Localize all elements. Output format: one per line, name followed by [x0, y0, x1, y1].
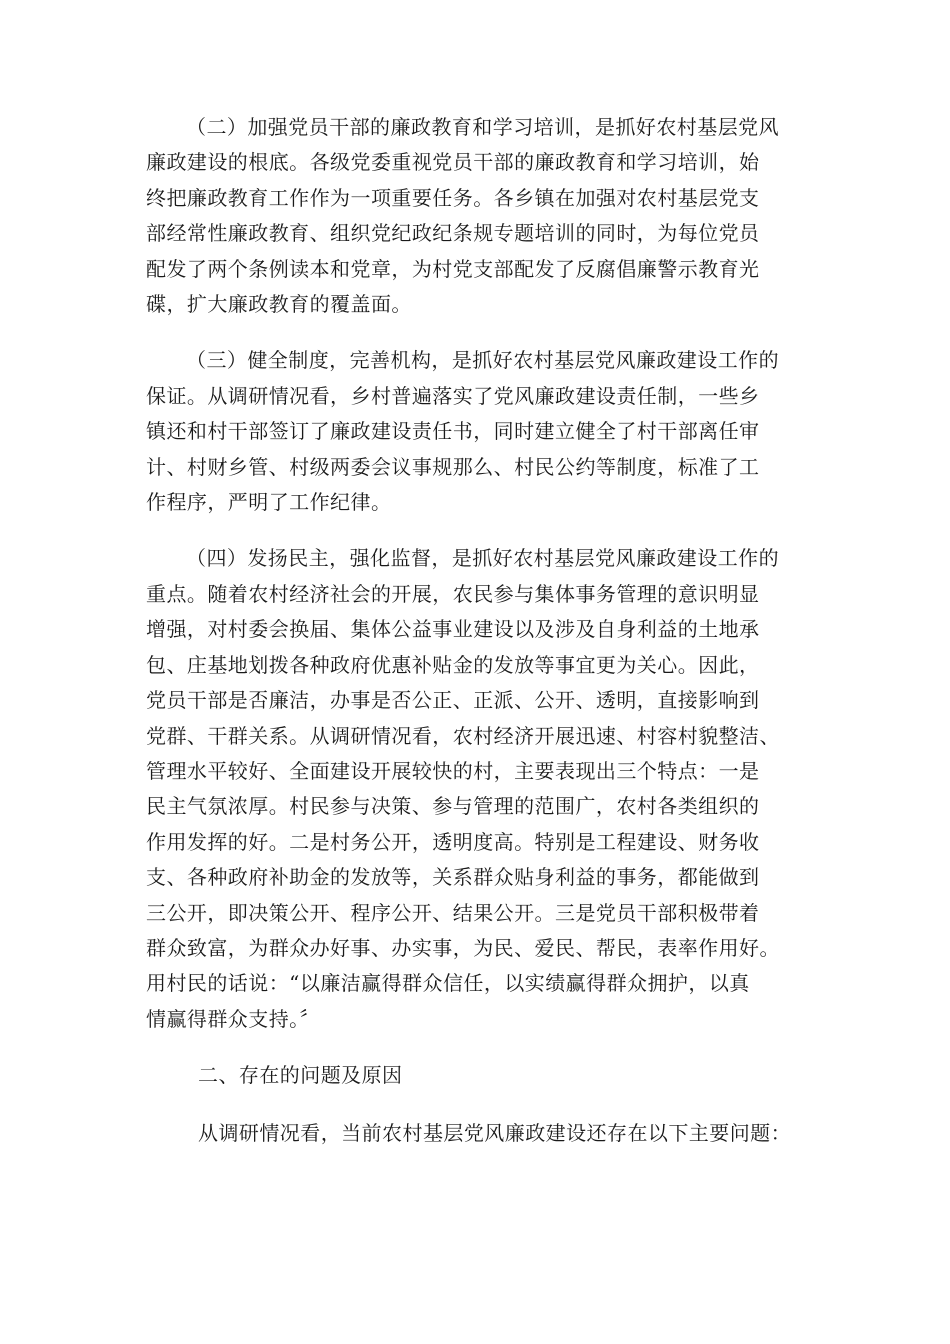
- section-intro: 从调研情况看，当前农村基层党风廉政建设还存在以下主要问题：: [198, 1120, 792, 1145]
- text-line: 部经常性廉政教育、组织党纪政纪条规专题培训的同时，为每位党员: [146, 221, 760, 246]
- text-line: 重点。随着农村经济社会的开展，农民参与集体事务管理的意识明显: [146, 581, 760, 606]
- text-line: 保证。从调研情况看，乡村普遍落实了党风廉政建设责任制，一些乡: [146, 383, 760, 408]
- text-line: 民主气氛浓厚。村民参与决策、参与管理的范围广，农村各类组织的: [146, 794, 760, 819]
- text-line: 党员干部是否廉洁，办事是否公正、正派、公开、透明，直接影响到: [146, 688, 760, 713]
- paragraph-system-institutions: [146, 343, 826, 520]
- text-line: 廉政建设的根底。各级党委重视党员干部的廉政教育和学习培训，始: [146, 150, 760, 175]
- text-line: 管理水平较好、全面建设开展较快的村，主要表现出三个特点：一是: [146, 758, 760, 783]
- text-line: 作程序，严明了工作纪律。: [146, 490, 392, 515]
- document-page: [146, 110, 826, 1151]
- text-line: 群众致富，为群众办好事、办实事，为民、爱民、帮民，表率作用好。: [146, 935, 780, 960]
- text-line: 支、各种政府补助金的发放等，关系群众贴身利益的事务，都能做到: [146, 865, 760, 890]
- text-line: 用村民的话说：“以廉洁赢得群众信任，以实绩赢得群众拥护，以真: [146, 971, 750, 996]
- paragraph-education-training: [146, 110, 826, 322]
- text-line: 配发了两个条例读本和党章，为村党支部配发了反腐倡廉警示教育光: [146, 256, 760, 281]
- text-line: 作用发挥的好。二是村务公开，透明度高。特别是工程建设、财务收: [146, 829, 760, 854]
- text-line: 情赢得群众支持。〞: [146, 1006, 321, 1031]
- text-line: （二）加强党员干部的廉政教育和学习培训，是抓好农村基层党风: [186, 115, 780, 139]
- text-line: 终把廉政教育工作作为一项重要任务。各乡镇在加强对农村基层党支: [146, 185, 760, 210]
- text-line: 镇还和村干部签订了廉政建设责任书，同时建立健全了村干部离任审: [146, 419, 760, 444]
- text-line: 计、村财乡管、村级两委会议事规那么、村民公约等制度，标准了工: [146, 454, 760, 479]
- text-line: （四）发扬民主，强化监督，是抓好农村基层党风廉政建设工作的: [186, 546, 780, 571]
- text-line: 包、庄基地划拨各种政府优惠补贴金的发放等事宜更为关心。因此，: [146, 652, 760, 677]
- text-line: 党群、干群关系。从调研情况看，农村经济开展迅速、村容村貌整洁、: [146, 723, 780, 748]
- text-line: 三公开，即决策公开、程序公开、结果公开。三是党员干部积极带着: [146, 900, 760, 925]
- text-line: 增强，对村委会换届、集体公益事业建设以及涉及自身利益的土地承: [146, 617, 760, 642]
- section-heading: 二、存在的问题及原因: [198, 1063, 403, 1088]
- paragraph-democracy-supervision: [146, 541, 826, 1037]
- text-line: 碟，扩大廉政教育的覆盖面。: [146, 292, 412, 317]
- text-line: （三）健全制度，完善机构，是抓好农村基层党风廉政建设工作的: [186, 348, 780, 373]
